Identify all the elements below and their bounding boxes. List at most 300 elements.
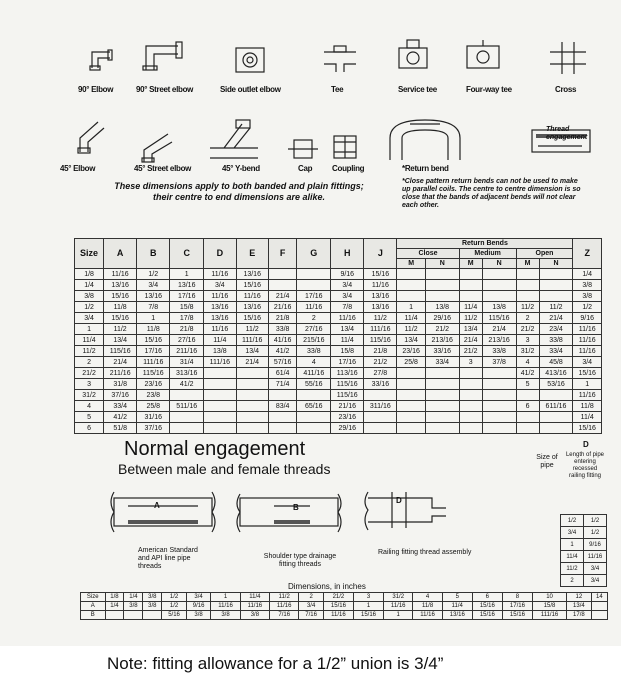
table-cell: 6 <box>472 593 502 602</box>
table-cell <box>482 368 516 379</box>
table-cell: 1/2 <box>162 602 187 611</box>
table-cell <box>459 412 482 423</box>
table-row <box>561 575 607 587</box>
table-row <box>561 527 607 539</box>
row-header-cell: Size <box>81 593 106 602</box>
table-cell: 31/16 <box>137 412 170 423</box>
table-cell: 1 <box>573 379 602 390</box>
table-cell: 31/4 <box>170 357 204 368</box>
elbow-45-drawing <box>76 118 112 156</box>
table-cell: 21/2 <box>425 324 459 335</box>
caption-railing: Railing fitting thread assembly <box>378 549 472 556</box>
table-cell: 11/16 <box>573 335 602 346</box>
table-cell: 7/8 <box>331 302 364 313</box>
railing-thread-drawing <box>362 488 452 534</box>
table-cell: 1/2 <box>584 527 607 539</box>
table-cell: 11/4 <box>573 412 602 423</box>
table-cell <box>459 269 482 280</box>
table-cell: 33/8 <box>297 346 331 357</box>
table-cell: 15/16 <box>323 602 353 611</box>
table-cell: 111/16 <box>364 324 397 335</box>
table-cell <box>204 390 236 401</box>
table-cell: 11/4 <box>561 551 584 563</box>
table-cell: 115/16 <box>137 368 170 379</box>
table-cell: 41/2 <box>170 379 204 390</box>
table-cell: 21/16 <box>331 401 364 412</box>
table-cell: 1 <box>384 611 413 620</box>
table-cell: 27/16 <box>170 335 204 346</box>
dim-label-a: A <box>154 501 160 510</box>
size-cell: 1/4 <box>75 280 104 291</box>
table-cell: 11/4 <box>331 335 364 346</box>
size-cell: 3 <box>75 379 104 390</box>
table-cell: 21/4 <box>459 335 482 346</box>
table-cell: 111/16 <box>532 611 566 620</box>
table-cell: 3/4 <box>137 280 170 291</box>
table-cell <box>268 390 296 401</box>
table-cell <box>105 611 124 620</box>
table-cell <box>591 611 607 620</box>
table-cell <box>482 412 516 423</box>
table-cell: 11/2 <box>459 313 482 324</box>
table-cell: 11/16 <box>364 280 397 291</box>
table-cell <box>516 423 539 434</box>
table-cell: 3/4 <box>186 593 211 602</box>
table-cell: 11/16 <box>270 602 299 611</box>
col-header: C <box>170 239 204 269</box>
table-cell: 15/16 <box>236 313 268 324</box>
table-cell: 17/16 <box>170 291 204 302</box>
table-cell <box>539 269 573 280</box>
dim-label-d: D <box>396 496 402 505</box>
table-cell: 3/8 <box>124 602 143 611</box>
table-cell: 3/4 <box>331 280 364 291</box>
table-cell: 15/16 <box>502 611 532 620</box>
table-cell: 15/16 <box>573 368 602 379</box>
table-cell: 9/16 <box>331 269 364 280</box>
table-cell <box>425 269 459 280</box>
table-row <box>75 291 602 302</box>
table-cell: 8 <box>502 593 532 602</box>
fitting-label: 90° Elbow <box>78 85 114 94</box>
table-cell: 21/2 <box>323 593 353 602</box>
table-cell: 15/16 <box>573 423 602 434</box>
table-row <box>75 346 602 357</box>
table-cell: 13/8 <box>425 302 459 313</box>
fitting-label: 45° Y-bend <box>222 164 260 173</box>
col-header: A <box>104 239 137 269</box>
table-cell: 3/4 <box>584 575 607 587</box>
street-elbow-90-drawing <box>140 32 188 72</box>
table-cell <box>268 269 296 280</box>
table-row <box>561 539 607 551</box>
table-cell: 1/2 <box>137 269 170 280</box>
table-cell <box>459 368 482 379</box>
table-row <box>75 280 602 291</box>
table-cell <box>268 280 296 291</box>
table-cell: 11/16 <box>331 313 364 324</box>
table-cell: 15/8 <box>532 602 566 611</box>
table-cell: 3 <box>459 357 482 368</box>
table-cell: 21/2 <box>364 357 397 368</box>
table-cell <box>539 390 573 401</box>
table-cell: 213/16 <box>482 335 516 346</box>
footer-note: Note: fitting allowance for a 1/2” union is 3/4” <box>107 654 444 673</box>
table-cell <box>397 291 425 302</box>
table-cell: 5/16 <box>162 611 187 620</box>
table-cell <box>516 280 539 291</box>
table-cell: 111/16 <box>137 357 170 368</box>
table-cell: 11/16 <box>323 611 353 620</box>
table-cell: 1/2 <box>162 593 187 602</box>
table-cell: 115/16 <box>331 390 364 401</box>
table-cell: 11/16 <box>413 611 442 620</box>
table-cell: 215/16 <box>297 335 331 346</box>
table-cell: 111/16 <box>236 335 268 346</box>
table-cell <box>425 368 459 379</box>
table-cell: 6 <box>516 401 539 412</box>
table-row <box>75 357 602 368</box>
table-cell: 15/16 <box>104 313 137 324</box>
table-cell: 33/4 <box>539 346 573 357</box>
table-cell: 13/16 <box>364 291 397 302</box>
caption-api: American Standard and API line pipe threads <box>138 547 198 570</box>
table-cell: 115/16 <box>331 379 364 390</box>
table-cell: 511/16 <box>170 401 204 412</box>
table-cell: 3/4 <box>573 357 602 368</box>
table-cell: 11/16 <box>384 602 413 611</box>
table-cell: 3/4 <box>299 602 324 611</box>
rb-sub-header: N <box>482 259 516 269</box>
table-cell: 3/4 <box>584 563 607 575</box>
table-cell: 11/8 <box>413 602 442 611</box>
pipe-table-body <box>81 593 608 620</box>
rb-sub-header: M <box>459 259 482 269</box>
table-cell: 4 <box>413 593 442 602</box>
table-cell <box>204 401 236 412</box>
table-cell: 33/8 <box>268 324 296 335</box>
fitting-label: 90° Street elbow <box>136 85 194 94</box>
table-cell: 13/8 <box>204 346 236 357</box>
table-cell <box>236 423 268 434</box>
table-cell: 41/16 <box>268 335 296 346</box>
table-cell: 11/8 <box>137 324 170 335</box>
table-cell: 41/2 <box>268 346 296 357</box>
table-cell: 33/4 <box>425 357 459 368</box>
table-cell: 313/16 <box>170 368 204 379</box>
table-cell <box>425 423 459 434</box>
table-cell: 4 <box>516 357 539 368</box>
size-cell: 1/2 <box>75 302 104 313</box>
table-cell: 1 <box>170 269 204 280</box>
table-cell <box>204 423 236 434</box>
size-cell: 3/8 <box>75 291 104 302</box>
table-cell: 9/16 <box>584 539 607 551</box>
table-cell: 11/16 <box>204 291 236 302</box>
table-cell: 21/8 <box>170 324 204 335</box>
col-header: D <box>204 239 236 269</box>
table-cell: 13/16 <box>442 611 472 620</box>
table-cell <box>124 611 143 620</box>
table-cell: 15/16 <box>472 602 502 611</box>
table-cell <box>236 401 268 412</box>
table-cell <box>170 412 204 423</box>
table-cell: 21/2 <box>516 324 539 335</box>
table-cell: 111/16 <box>204 357 236 368</box>
table-cell <box>364 390 397 401</box>
table-cell <box>539 280 573 291</box>
table-cell: 115/16 <box>482 313 516 324</box>
table-cell: 3/8 <box>143 602 162 611</box>
table-cell: 23/8 <box>137 390 170 401</box>
size-cell: 1/8 <box>75 269 104 280</box>
fitting-label: Cross <box>555 85 577 94</box>
table-cell: 1/4 <box>105 602 124 611</box>
col-header: Size <box>75 239 104 269</box>
table-cell <box>425 280 459 291</box>
table-cell <box>236 368 268 379</box>
table-cell <box>482 269 516 280</box>
table-cell: 11/2 <box>561 563 584 575</box>
table-cell <box>539 412 573 423</box>
table-cell: 11/2 <box>397 324 425 335</box>
row-header-cell: B <box>81 611 106 620</box>
table-cell <box>459 379 482 390</box>
table-cell: 65/16 <box>297 401 331 412</box>
table-row <box>75 390 602 401</box>
table-cell: 5 <box>442 593 472 602</box>
table-cell <box>516 291 539 302</box>
table-cell: 11/16 <box>204 324 236 335</box>
row-header-cell: A <box>81 602 106 611</box>
table-cell: 11/16 <box>573 324 602 335</box>
table-cell <box>397 401 425 412</box>
table-row <box>75 324 602 335</box>
table-cell <box>482 423 516 434</box>
caption-drainage: Shoulder type drainage fitting threads <box>263 553 337 568</box>
table-row <box>75 269 602 280</box>
table-cell: 11/16 <box>211 602 240 611</box>
table-cell: 11/4 <box>204 335 236 346</box>
table-cell <box>459 401 482 412</box>
table-cell: 33/8 <box>482 346 516 357</box>
table-cell <box>425 390 459 401</box>
table-cell <box>204 379 236 390</box>
size-cell: 11/2 <box>75 346 104 357</box>
railing-col1: Size of pipe <box>536 454 558 469</box>
table-cell: 21/4 <box>104 357 137 368</box>
table-row <box>561 515 607 527</box>
table-cell: 57/16 <box>268 357 296 368</box>
col-header: G <box>297 239 331 269</box>
table-cell: 11/4 <box>397 313 425 324</box>
table-cell: 1/8 <box>105 593 124 602</box>
table-cell <box>297 423 331 434</box>
elbow-90-drawing <box>88 42 118 72</box>
table-cell: 13/4 <box>104 335 137 346</box>
table-cell: 11/4 <box>459 302 482 313</box>
table-cell: 1/2 <box>584 515 607 527</box>
table-cell <box>591 602 607 611</box>
table-cell: 53/16 <box>539 379 573 390</box>
pipe-row-b <box>81 611 608 620</box>
table-cell <box>268 412 296 423</box>
table-row <box>75 368 602 379</box>
size-cell: 2 <box>75 357 104 368</box>
table-cell: 213/16 <box>425 335 459 346</box>
table-cell <box>459 280 482 291</box>
size-cell: 11/4 <box>75 335 104 346</box>
table-cell: 11/2 <box>270 593 299 602</box>
table-cell: 211/16 <box>104 368 137 379</box>
table-cell: 29/16 <box>425 313 459 324</box>
table-cell: 25/8 <box>397 357 425 368</box>
table-cell: 33/16 <box>364 379 397 390</box>
table-cell: 13/4 <box>459 324 482 335</box>
y-bend-45-drawing <box>206 118 262 162</box>
table-cell <box>397 280 425 291</box>
pipe-row-size <box>81 593 608 602</box>
table-cell: 115/16 <box>104 346 137 357</box>
table-cell: 23/16 <box>137 379 170 390</box>
table-row <box>75 412 602 423</box>
table-cell: 15/16 <box>364 269 397 280</box>
table-cell: 7/16 <box>299 611 324 620</box>
table-cell: 15/16 <box>137 335 170 346</box>
table-row <box>75 335 602 346</box>
table-row <box>75 313 602 324</box>
tee-drawing <box>322 42 358 74</box>
table-cell: 11/2 <box>104 324 137 335</box>
table-cell: 55/16 <box>297 379 331 390</box>
table-cell <box>425 412 459 423</box>
table-cell: 45/8 <box>539 357 573 368</box>
table-cell: 11/2 <box>539 302 573 313</box>
table-cell: 13/16 <box>204 313 236 324</box>
street-elbow-45-drawing <box>138 130 178 164</box>
table-cell: 411/16 <box>297 368 331 379</box>
table-cell: 11/16 <box>573 390 602 401</box>
col-header: B <box>137 239 170 269</box>
fitting-label: *Return bend <box>402 164 449 173</box>
table-cell: 1 <box>353 602 383 611</box>
drainage-thread-drawing <box>234 490 344 536</box>
table-cell: 3/8 <box>143 593 162 602</box>
fitting-label: Service tee <box>398 85 437 94</box>
railing-table <box>560 514 607 587</box>
side-outlet-elbow-drawing <box>230 42 270 76</box>
fitting-label: Coupling <box>332 164 365 173</box>
table-cell <box>482 280 516 291</box>
table-cell <box>516 390 539 401</box>
table-cell <box>297 269 331 280</box>
table-row <box>75 379 602 390</box>
table-cell <box>482 390 516 401</box>
table-cell <box>204 368 236 379</box>
rb-sub-header: M <box>397 259 425 269</box>
table-cell <box>143 611 162 620</box>
table-cell <box>397 423 425 434</box>
table-cell: 11/16 <box>104 269 137 280</box>
table-cell: 3 <box>353 593 383 602</box>
table-cell: 13/4 <box>567 602 592 611</box>
table-cell: 21/2 <box>459 346 482 357</box>
coupling-drawing <box>328 132 362 162</box>
table-row <box>561 551 607 563</box>
table-cell <box>297 390 331 401</box>
rb-sub-header: M <box>516 259 539 269</box>
table-cell <box>397 368 425 379</box>
table-cell <box>170 390 204 401</box>
table-cell <box>297 412 331 423</box>
table-cell: 7/8 <box>137 302 170 313</box>
apply-note: These dimensions apply to both banded and plain fittings; their centre to end dimensions are alike. <box>114 181 364 202</box>
fitting-label: Tee <box>331 85 344 94</box>
table-cell: 4 <box>297 357 331 368</box>
fitting-label: 45° Street elbow <box>134 164 192 173</box>
table-cell: 15/8 <box>331 346 364 357</box>
col-header: H <box>331 239 364 269</box>
table-cell: 9/16 <box>573 313 602 324</box>
size-cell: 4 <box>75 401 104 412</box>
table-cell: 51/8 <box>104 423 137 434</box>
table-cell: 37/16 <box>137 423 170 434</box>
rb-group-header: Open <box>516 249 573 259</box>
col-header: J <box>364 239 397 269</box>
table-cell <box>236 390 268 401</box>
cross-drawing <box>548 40 588 76</box>
table-cell: 11/16 <box>204 269 236 280</box>
table-cell: 23/4 <box>539 324 573 335</box>
table-cell <box>268 423 296 434</box>
table-cell: 11/16 <box>236 291 268 302</box>
table-cell: 11/4 <box>240 593 269 602</box>
fitting-label: Side outlet elbow <box>220 85 281 94</box>
table-cell: 3/4 <box>561 527 584 539</box>
rb-sub-header: N <box>539 259 573 269</box>
col-header: F <box>268 239 296 269</box>
table-cell <box>539 423 573 434</box>
table-cell <box>482 379 516 390</box>
table-cell: 31/8 <box>104 379 137 390</box>
table-row <box>75 302 602 313</box>
table-cell: 113/16 <box>331 368 364 379</box>
table-cell: 2 <box>561 575 584 587</box>
table-cell: 37/16 <box>104 390 137 401</box>
table-cell: 5 <box>516 379 539 390</box>
table-cell <box>364 423 397 434</box>
table-cell: 1 <box>561 539 584 551</box>
table-cell: 3/8 <box>573 280 602 291</box>
table-cell: 15/16 <box>472 611 502 620</box>
fitting-label: Cap <box>298 164 313 173</box>
table-cell: 1/2 <box>573 302 602 313</box>
table-cell: 2 <box>516 313 539 324</box>
table-cell: 13/16 <box>204 302 236 313</box>
dimension-table-body <box>75 269 602 434</box>
table-cell: 11/16 <box>240 602 269 611</box>
table-cell: 115/16 <box>364 335 397 346</box>
table-cell: 61/4 <box>268 368 296 379</box>
table-cell: 33/8 <box>539 335 573 346</box>
table-cell <box>236 412 268 423</box>
size-cell: 5 <box>75 412 104 423</box>
table-row <box>75 401 602 412</box>
table-cell: 13/4 <box>331 324 364 335</box>
table-cell: 17/8 <box>567 611 592 620</box>
table-cell: 311/16 <box>364 401 397 412</box>
table-cell <box>425 401 459 412</box>
